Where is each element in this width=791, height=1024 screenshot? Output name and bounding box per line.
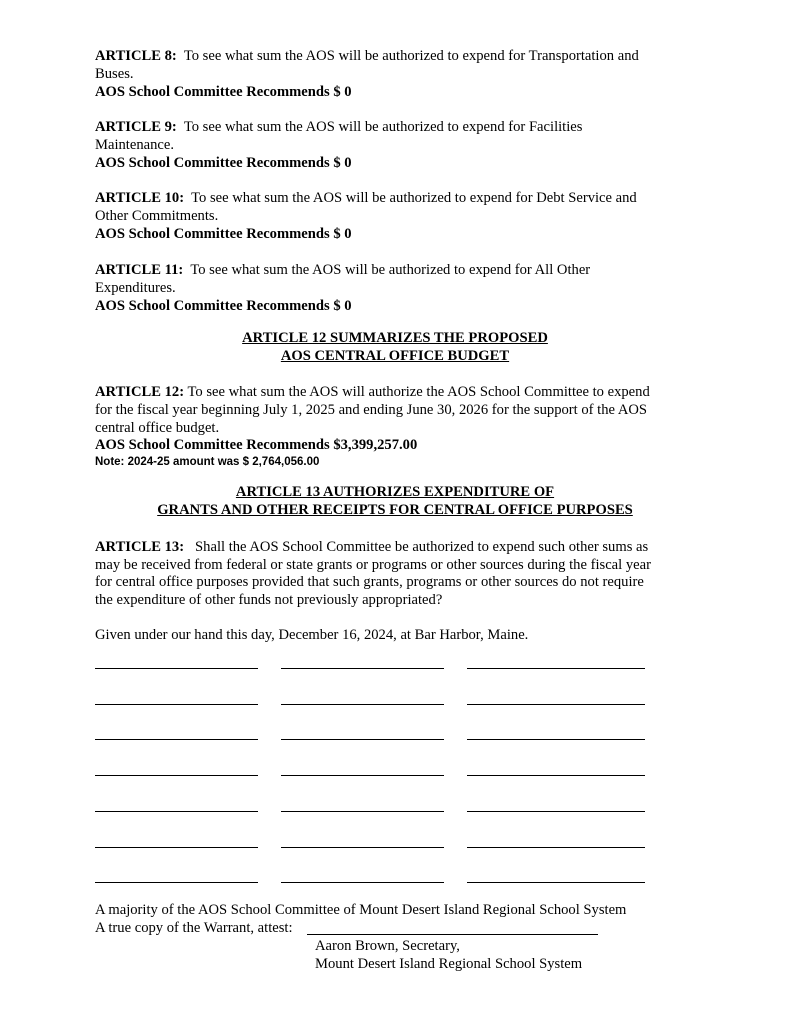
article-10-recommendation: AOS School Committee Recommends $ 0	[95, 226, 352, 242]
signature-line[interactable]	[467, 775, 645, 776]
article-9-text: ARTICLE 9: To see what sum the AOS will be authorized to expend for Facilities	[95, 119, 583, 135]
article-12-text-cont1: for the fiscal year beginning July 1, 2025 and ending June 30, 2026 for the support of the AOS	[95, 402, 648, 418]
school-system-name: Mount Desert Island Regional School System	[315, 956, 583, 972]
signature-line[interactable]	[95, 882, 258, 883]
signature-line[interactable]	[95, 811, 258, 812]
signature-line[interactable]	[95, 668, 258, 669]
given-statement: Given under our hand this day, December 16, 2024, at Bar Harbor, Maine.	[95, 627, 529, 643]
article-12-label: ARTICLE 12:	[95, 384, 185, 400]
article-13-text-cont1: may be received from federal or state grants or programs or other sources during the fiscal year	[95, 557, 651, 573]
signature-line[interactable]	[467, 704, 645, 705]
signature-line[interactable]	[281, 847, 444, 848]
article-13-heading-line2: GRANTS AND OTHER RECEIPTS FOR CENTRAL OFFICE PURPOSES	[157, 502, 633, 518]
article-9-text-cont: Maintenance.	[95, 137, 175, 153]
article-13-text-cont2: for central office purposes provided that such grants, programs or other sources do not require	[95, 574, 644, 590]
article-8-text-cont: Buses.	[95, 66, 134, 82]
signature-line[interactable]	[281, 882, 444, 883]
article-8-text: ARTICLE 8: To see what sum the AOS will be authorized to expend for Transportation and	[95, 48, 639, 64]
signature-line[interactable]	[95, 847, 258, 848]
article-12-recommendation: AOS School Committee Recommends $3,399,257.00	[95, 437, 418, 453]
article-10-label: ARTICLE 10:	[95, 190, 185, 206]
article-12-heading-line1: ARTICLE 12 SUMMARIZES THE PROPOSED	[242, 330, 548, 346]
article-13-text-cont3: the expenditure of other funds not previously appropriated?	[95, 592, 443, 608]
article-8-recommendation: AOS School Committee Recommends $ 0	[95, 84, 352, 100]
article-11-label: ARTICLE 11:	[95, 262, 184, 278]
signature-line[interactable]	[281, 739, 444, 740]
article-11-text: ARTICLE 11: To see what sum the AOS will be authorized to expend for All Other	[95, 262, 591, 278]
article-11-text-cont: Expenditures.	[95, 280, 176, 296]
attest-signature-line[interactable]	[307, 934, 598, 935]
article-12-note: Note: 2024-25 amount was $ 2,764,056.00	[95, 456, 320, 468]
article-9-label: ARTICLE 9:	[95, 119, 177, 135]
article-12-text-cont2: central office budget.	[95, 420, 220, 436]
signature-line[interactable]	[281, 811, 444, 812]
signature-line[interactable]	[95, 775, 258, 776]
article-12-text: ARTICLE 12: To see what sum the AOS will authorize the AOS School Committee to expend	[95, 384, 650, 400]
signature-line[interactable]	[281, 668, 444, 669]
article-9-recommendation: AOS School Committee Recommends $ 0	[95, 155, 352, 171]
secretary-name: Aaron Brown, Secretary,	[315, 938, 460, 954]
article-10-text-cont: Other Commitments.	[95, 208, 219, 224]
attest-label: A true copy of the Warrant, attest:	[95, 920, 293, 936]
article-10-text: ARTICLE 10: To see what sum the AOS will be authorized to expend for Debt Service and	[95, 190, 637, 206]
article-13-label: ARTICLE 13:	[95, 539, 185, 555]
article-13-heading-line1: ARTICLE 13 AUTHORIZES EXPENDITURE OF	[235, 484, 555, 500]
signature-line[interactable]	[281, 775, 444, 776]
article-11-recommendation: AOS School Committee Recommends $ 0	[95, 298, 352, 314]
signature-line[interactable]	[467, 739, 645, 740]
article-13-text: ARTICLE 13: Shall the AOS School Committee be authorized to expend such other sums as	[95, 539, 649, 555]
article-8-label: ARTICLE 8:	[95, 48, 177, 64]
signature-line[interactable]	[467, 668, 645, 669]
signature-line[interactable]	[467, 847, 645, 848]
signature-line[interactable]	[95, 704, 258, 705]
signature-line[interactable]	[95, 739, 258, 740]
signature-line[interactable]	[467, 811, 645, 812]
signature-line[interactable]	[467, 882, 645, 883]
majority-statement: A majority of the AOS School Committee of Mount Desert Island Regional School System	[95, 902, 627, 918]
article-12-heading-line2: AOS CENTRAL OFFICE BUDGET	[280, 348, 510, 364]
signature-line[interactable]	[281, 704, 444, 705]
